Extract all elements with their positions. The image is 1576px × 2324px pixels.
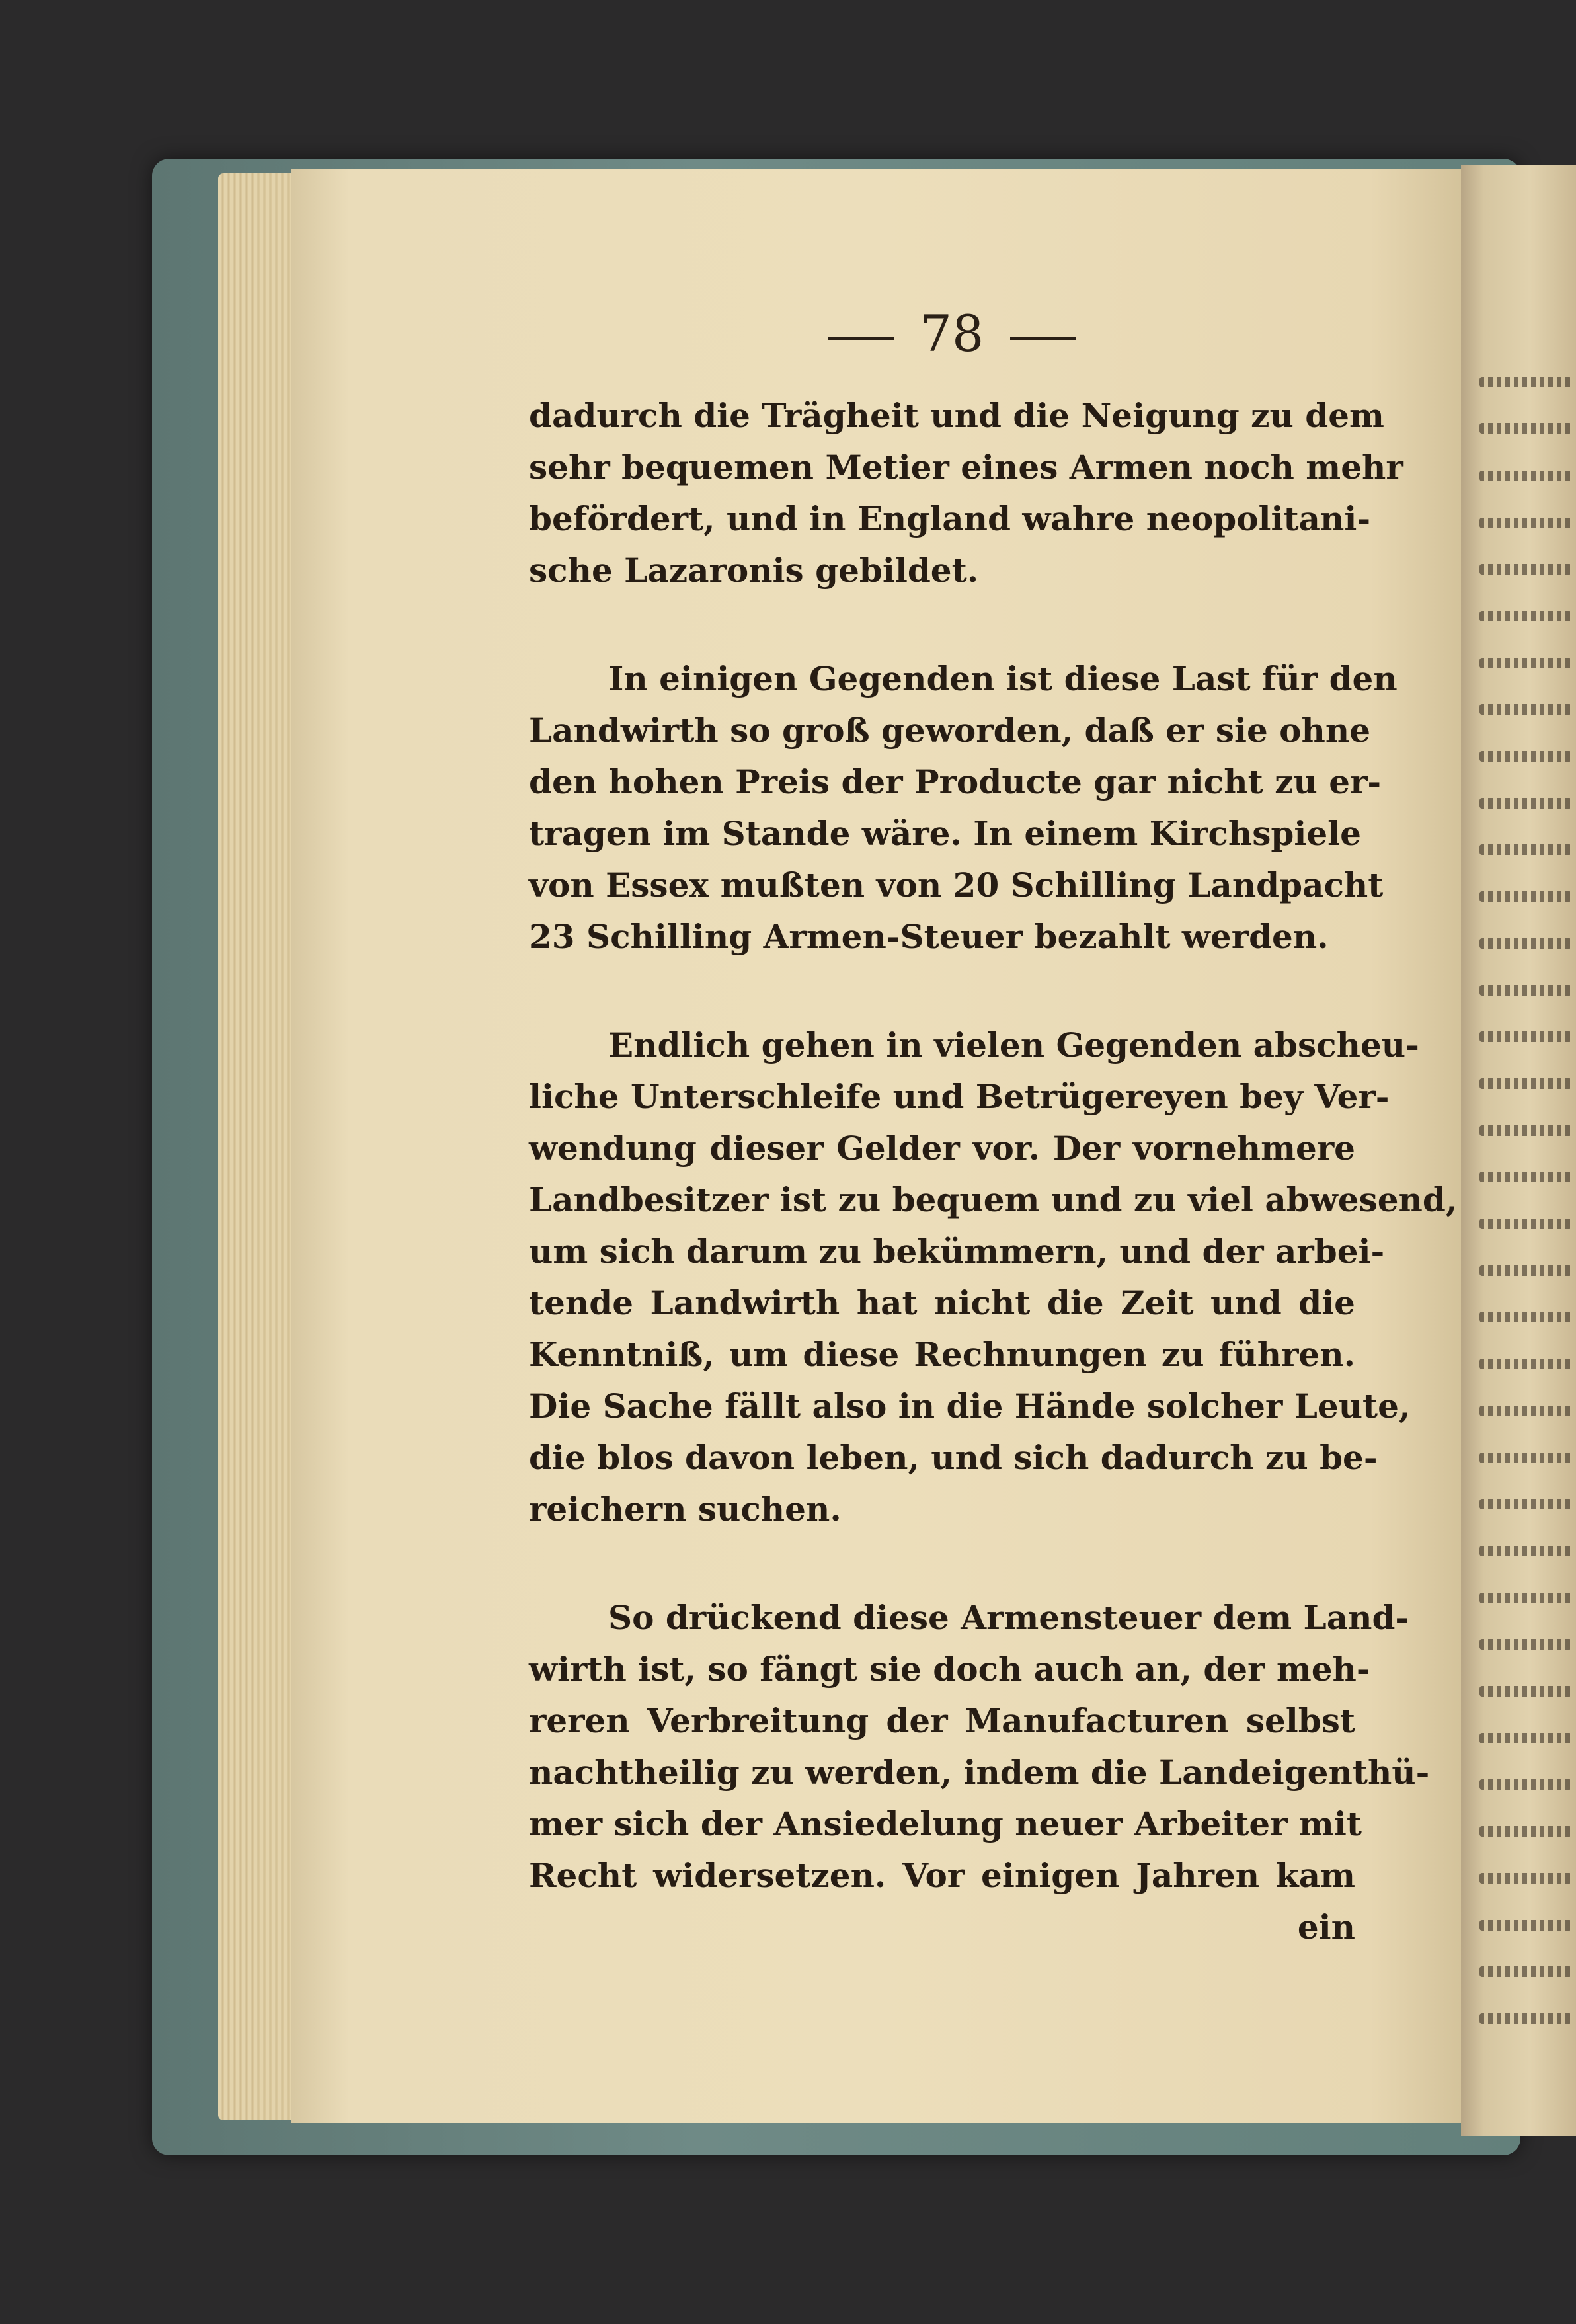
text-line: 23 Schilling Armen-Steuer bezahlt werden. (529, 917, 1329, 956)
text-line: In einigen Gegenden ist diese Last für den (608, 659, 1398, 698)
text-line: sehr bequemen Metier eines Armen noch mehr (529, 448, 1403, 487)
text-line: nachtheilig zu werden, indem die Landeigenthü- (529, 1753, 1430, 1792)
text-line: von Essex mußten von 20 Schilling Landpacht (529, 865, 1384, 904)
text-line: die blos davon leben, und sich dadurch zu be- (529, 1438, 1378, 1477)
text-line: wirth ist, so fängt sie doch auch an, der meh- (529, 1650, 1370, 1689)
text-line: Landwirth so groß geworden, daß er sie ohne (529, 711, 1371, 750)
page-number (793, 304, 1111, 364)
text-line: reichern suchen. (529, 1490, 842, 1529)
page-number-dash-left (828, 337, 894, 340)
text-line: befördert, und in England wahre neopolitani- (529, 499, 1371, 538)
catchword: ein (1297, 1907, 1355, 1946)
text-line: tende Landwirth hat nicht die Zeit und die (529, 1283, 1355, 1322)
text-line: Endlich gehen in vielen Gegenden abscheu- (608, 1025, 1419, 1064)
text-line: Die Sache fällt also in die Hände solcher Leute, (529, 1386, 1411, 1425)
text-line: tragen im Stande wäre. In einem Kirchspiele (529, 814, 1361, 853)
text-line: den hohen Preis der Producte gar nicht zu er- (529, 762, 1382, 801)
text-line: Landbesitzer ist zu bequem und zu viel abwesend, (529, 1180, 1458, 1219)
text-line: Recht widersetzen. Vor einigen Jahren kam (529, 1856, 1355, 1895)
text-line: mer sich der Ansiedelung neuer Arbeiter mit (529, 1804, 1362, 1843)
text-line: wendung dieser Gelder vor. Der vornehmere (529, 1129, 1355, 1168)
page-number-dash-right (1010, 337, 1076, 340)
text-line: sche Lazaronis gebildet. (529, 551, 979, 590)
facing-page-edge (1461, 165, 1576, 2136)
text-line: reren Verbreitung der Manufacturen selbst (529, 1701, 1355, 1740)
text-line: dadurch die Trägheit und die Neigung zu dem (529, 396, 1384, 435)
text-line: So drückend diese Armensteuer dem Land- (608, 1598, 1409, 1637)
page-number-text: 78 (920, 304, 984, 363)
text-line: liche Unterschleife und Betrügereyen bey Ver- (529, 1077, 1390, 1116)
text-line: Kenntniß, um diese Rechnungen zu führen. (529, 1335, 1355, 1374)
text-line: um sich darum zu bekümmern, und der arbei- (529, 1232, 1385, 1271)
